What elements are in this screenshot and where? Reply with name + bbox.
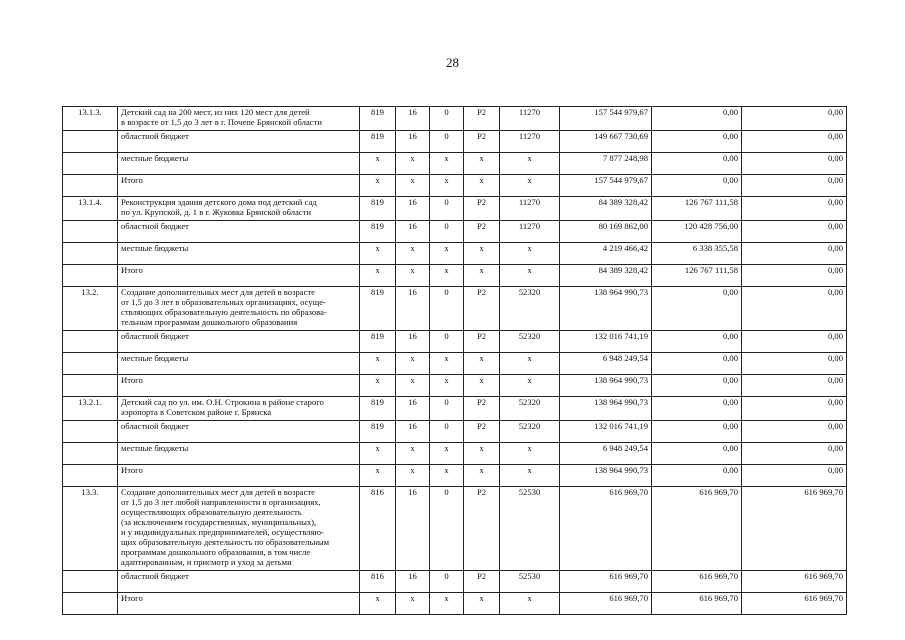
budget-table [62,106,847,615]
column-divider [117,106,118,600]
code-program: Р2 [464,287,500,331]
amount-year-3: 0,00 [742,353,847,375]
table-row [63,331,847,353]
code-program: Р2 [464,331,500,353]
table-row [63,107,847,131]
row-description: Детский сад на 200 мест, из них 120 мест для детей в возрасте от 1,5 до 3 лет в г. Почепе Брянской области [118,107,360,131]
amount-year-1: 6 948 249,54 [560,443,652,465]
row-number [63,443,118,465]
row-description: Создание дополнительных мест для детей в возрасте от 1,5 до 3 лет любой направленности в организациях, осуществляющих образовательную деятельность (за исключением государственных, муниципальных), и у индивидуальных предпринимателей, осуществляю- щих образовательную деятельность по образовательным программам дошкольного образования, в том числе адаптированным, и присмотр и уход за детьми [118,487,360,571]
code-grbs: x [360,353,396,375]
table-row [63,465,847,487]
code-direction: x [500,265,560,287]
code-section: x [396,375,430,397]
code-direction: 52530 [500,487,560,571]
code-direction: 52530 [500,571,560,593]
table-row [63,375,847,397]
code-section: 16 [396,107,430,131]
table-row [63,397,847,421]
code-section: 16 [396,287,430,331]
amount-year-3: 0,00 [742,243,847,265]
row-number: 13.1.4. [63,197,118,221]
code-grbs: x [360,375,396,397]
row-number [63,153,118,175]
code-direction: x [500,593,560,615]
amount-year-2: 0,00 [652,131,742,153]
code-subsection: 0 [430,197,464,221]
code-direction: x [500,175,560,197]
code-subsection: 0 [430,331,464,353]
code-section: x [396,153,430,175]
amount-year-3: 0,00 [742,107,847,131]
amount-year-3: 616 969,70 [742,571,847,593]
amount-year-2: 0,00 [652,175,742,197]
code-direction: 52320 [500,397,560,421]
table-row [63,487,847,571]
code-grbs: 819 [360,421,396,443]
code-direction: x [500,243,560,265]
code-subsection: 0 [430,107,464,131]
code-grbs: x [360,175,396,197]
code-subsection: 0 [430,397,464,421]
amount-year-1: 84 389 328,42 [560,197,652,221]
page-number: 28 [446,55,459,70]
code-program: Р2 [464,487,500,571]
row-number [63,131,118,153]
table-row [63,131,847,153]
code-program: Р2 [464,221,500,243]
code-program: Р2 [464,571,500,593]
amount-year-1: 138 964 990,73 [560,375,652,397]
code-grbs: 819 [360,221,396,243]
row-number [63,175,118,197]
code-grbs: x [360,443,396,465]
amount-year-1: 7 877 248,98 [560,153,652,175]
code-direction: 11270 [500,131,560,153]
amount-year-3: 0,00 [742,287,847,331]
code-direction: x [500,153,560,175]
code-program: x [464,465,500,487]
amount-year-3: 0,00 [742,443,847,465]
amount-year-3: 0,00 [742,131,847,153]
table-row [63,175,847,197]
code-program: x [464,175,500,197]
table-row [63,287,847,331]
code-grbs: 819 [360,287,396,331]
code-grbs: 819 [360,131,396,153]
code-section: x [396,265,430,287]
amount-year-1: 157 544 979,67 [560,175,652,197]
code-program: Р2 [464,197,500,221]
table-row [63,593,847,615]
row-description: Итого [118,375,360,397]
row-description: Итого [118,175,360,197]
table-row [63,353,847,375]
row-number [63,375,118,397]
row-number [63,331,118,353]
code-grbs: x [360,265,396,287]
row-number [63,571,118,593]
row-number: 13.1.3. [63,107,118,131]
code-program: x [464,353,500,375]
code-section: x [396,465,430,487]
row-number: 13.3. [63,487,118,571]
code-grbs: 819 [360,107,396,131]
amount-year-2: 0,00 [652,331,742,353]
amount-year-2: 126 767 111,58 [652,265,742,287]
table-row [63,221,847,243]
amount-year-1: 84 389 328,42 [560,265,652,287]
code-subsection: x [430,593,464,615]
code-subsection: x [430,153,464,175]
table-row [63,153,847,175]
row-description: местные бюджеты [118,153,360,175]
amount-year-3: 0,00 [742,331,847,353]
code-subsection: 0 [430,487,464,571]
row-number [63,265,118,287]
amount-year-2: 0,00 [652,397,742,421]
amount-year-2: 0,00 [652,153,742,175]
amount-year-2: 0,00 [652,353,742,375]
row-number [63,421,118,443]
row-description: местные бюджеты [118,243,360,265]
amount-year-2: 6 338 355,58 [652,243,742,265]
code-program: Р2 [464,397,500,421]
amount-year-2: 126 767 111,58 [652,197,742,221]
row-number [63,221,118,243]
amount-year-1: 132 016 741,19 [560,331,652,353]
row-description: областной бюджет [118,571,360,593]
code-section: 16 [396,487,430,571]
amount-year-1: 157 544 979,67 [560,107,652,131]
amount-year-2: 0,00 [652,421,742,443]
amount-year-3: 0,00 [742,153,847,175]
row-description: Итого [118,265,360,287]
amount-year-1: 138 964 990,73 [560,287,652,331]
table-body [63,107,847,615]
table-row [63,243,847,265]
amount-year-2: 120 428 756,00 [652,221,742,243]
row-number [63,465,118,487]
code-direction: x [500,465,560,487]
code-program: x [464,443,500,465]
amount-year-3: 0,00 [742,175,847,197]
code-section: 16 [396,571,430,593]
code-program: Р2 [464,107,500,131]
row-number [63,243,118,265]
row-description: Создание дополнительных мест для детей в возрасте от 1,5 до 3 лет в образовательных организациях, осуще- ствляющих образовательную деятельность по образова- тельным программам дошкольного образования [118,287,360,331]
amount-year-2: 616 969,70 [652,571,742,593]
code-program: x [464,265,500,287]
code-grbs: x [360,593,396,615]
amount-year-2: 0,00 [652,443,742,465]
amount-year-3: 0,00 [742,421,847,443]
code-grbs: 816 [360,487,396,571]
amount-year-2: 616 969,70 [652,593,742,615]
amount-year-2: 0,00 [652,107,742,131]
table-row [63,421,847,443]
code-direction: x [500,443,560,465]
row-number: 13.2. [63,287,118,331]
code-direction: 52320 [500,287,560,331]
row-description: областной бюджет [118,331,360,353]
amount-year-1: 616 969,70 [560,571,652,593]
amount-year-2: 0,00 [652,465,742,487]
code-grbs: 819 [360,331,396,353]
code-direction: 11270 [500,197,560,221]
code-section: 16 [396,131,430,153]
amount-year-1: 149 667 730,69 [560,131,652,153]
code-program: x [464,153,500,175]
table-row [63,265,847,287]
code-section: 16 [396,221,430,243]
amount-year-1: 80 169 862,00 [560,221,652,243]
table-row [63,571,847,593]
amount-year-1: 132 016 741,19 [560,421,652,443]
row-number [63,593,118,615]
code-section: x [396,175,430,197]
code-section: 16 [396,331,430,353]
code-subsection: 0 [430,287,464,331]
amount-year-3: 0,00 [742,197,847,221]
row-description: областной бюджет [118,221,360,243]
code-section: 16 [396,397,430,421]
code-direction: 11270 [500,221,560,243]
amount-year-3: 0,00 [742,375,847,397]
code-grbs: 819 [360,397,396,421]
code-program: x [464,593,500,615]
row-number: 13.2.1. [63,397,118,421]
amount-year-3: 616 969,70 [742,593,847,615]
code-subsection: x [430,443,464,465]
amount-year-2: 0,00 [652,375,742,397]
code-section: x [396,443,430,465]
row-description: областной бюджет [118,131,360,153]
code-direction: 52320 [500,421,560,443]
code-subsection: x [430,243,464,265]
amount-year-1: 616 969,70 [560,487,652,571]
code-subsection: 0 [430,131,464,153]
amount-year-1: 4 219 466,42 [560,243,652,265]
amount-year-1: 616 969,70 [560,593,652,615]
amount-year-3: 0,00 [742,397,847,421]
code-grbs: x [360,243,396,265]
row-description: местные бюджеты [118,443,360,465]
code-subsection: 0 [430,571,464,593]
amount-year-2: 0,00 [652,287,742,331]
code-subsection: x [430,375,464,397]
row-description: Реконструкция здания детского дома под детский сад по ул. Крупской, д. 1 в г. Жуковка Брянской области [118,197,360,221]
code-direction: 11270 [500,107,560,131]
code-section: x [396,243,430,265]
amount-year-3: 0,00 [742,265,847,287]
row-description: местные бюджеты [118,353,360,375]
code-section: 16 [396,421,430,443]
row-description: Итого [118,593,360,615]
table-row [63,197,847,221]
amount-year-1: 138 964 990,73 [560,397,652,421]
code-program: Р2 [464,421,500,443]
code-grbs: 816 [360,571,396,593]
row-description: областной бюджет [118,421,360,443]
code-subsection: x [430,465,464,487]
amount-year-3: 0,00 [742,465,847,487]
code-grbs: x [360,465,396,487]
row-description: Итого [118,465,360,487]
code-direction: x [500,353,560,375]
code-direction: x [500,375,560,397]
code-subsection: x [430,265,464,287]
code-subsection: 0 [430,421,464,443]
amount-year-3: 616 969,70 [742,487,847,571]
code-program: x [464,243,500,265]
amount-year-1: 138 964 990,73 [560,465,652,487]
code-section: x [396,593,430,615]
code-section: x [396,353,430,375]
code-subsection: 0 [430,221,464,243]
amount-year-2: 616 969,70 [652,487,742,571]
code-grbs: x [360,153,396,175]
row-description: Детский сад по ул. им. О.Н. Строкина в районе старого аэропорта в Советском районе г. Брянска [118,397,360,421]
table-row [63,443,847,465]
code-grbs: 819 [360,197,396,221]
amount-year-3: 0,00 [742,221,847,243]
code-subsection: x [430,175,464,197]
code-program: x [464,375,500,397]
amount-year-1: 6 948 249,54 [560,353,652,375]
code-program: Р2 [464,131,500,153]
row-number [63,353,118,375]
code-section: 16 [396,197,430,221]
code-subsection: x [430,353,464,375]
code-direction: 52320 [500,331,560,353]
